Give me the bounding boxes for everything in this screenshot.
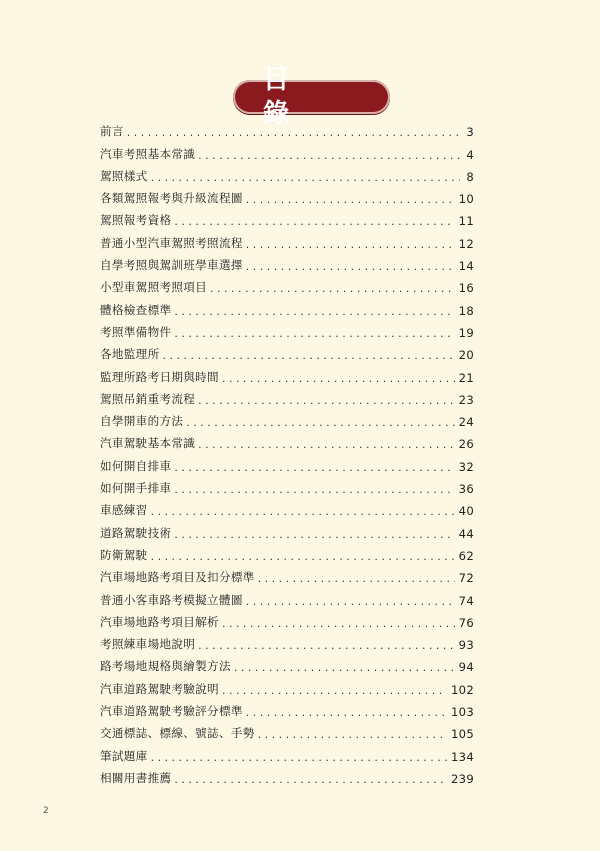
toc-entry-page: 40 bbox=[458, 504, 474, 519]
toc-entry-title: 體格檢查標準 bbox=[100, 302, 172, 317]
toc-leader-dots bbox=[174, 528, 454, 541]
toc-entry-page: 12 bbox=[458, 236, 474, 251]
toc-entry-title: 駕照樣式 bbox=[100, 168, 148, 183]
toc-entry-title: 汽車道路駕駛考驗說明 bbox=[100, 681, 219, 696]
toc-entry-title: 如何開自排車 bbox=[100, 458, 172, 473]
toc-entry-title: 汽車場地路考項目解析 bbox=[100, 614, 219, 629]
toc-leader-dots bbox=[174, 327, 454, 340]
toc-entry[interactable] bbox=[100, 251, 474, 273]
toc-entry[interactable] bbox=[100, 585, 474, 607]
toc-entry-page: 93 bbox=[458, 638, 474, 653]
toc-entry-title: 駕照報考資格 bbox=[100, 213, 172, 228]
toc-entry-title: 駕照吊銷重考流程 bbox=[100, 391, 196, 406]
toc-entry-title: 普通小客車路考模擬立體圖 bbox=[100, 592, 243, 607]
toc-entry-page: 19 bbox=[458, 325, 474, 340]
toc-entry-title: 路考場地規格與繪製方法 bbox=[100, 659, 231, 674]
toc-entry[interactable] bbox=[100, 117, 474, 139]
toc-entry-title: 汽車道路駕駛考驗評分標準 bbox=[100, 704, 243, 719]
toc-leader-dots bbox=[174, 461, 454, 474]
toc-entry-page: 102 bbox=[450, 682, 474, 697]
toc-entry[interactable] bbox=[100, 630, 474, 652]
toc-entry[interactable] bbox=[100, 764, 474, 786]
toc-leader-dots bbox=[258, 572, 455, 585]
toc-entry-title: 交通標誌、標線、號誌、手勢 bbox=[100, 726, 255, 741]
toc-leader-dots bbox=[234, 661, 455, 674]
toc-leader-dots bbox=[174, 483, 454, 496]
toc-entry-title: 道路駕駛技術 bbox=[100, 525, 172, 540]
toc-entry-title: 考照準備物件 bbox=[100, 324, 172, 339]
toc-entry-title: 汽車場地路考項目及扣分標準 bbox=[100, 570, 255, 585]
toc-entry[interactable] bbox=[100, 652, 474, 674]
toc-entry-page: 26 bbox=[458, 437, 474, 452]
toc-entry-page: 103 bbox=[450, 705, 474, 720]
toc-entry-title: 普通小型汽車駕照考照流程 bbox=[100, 235, 243, 250]
toc-entry-page: 105 bbox=[450, 727, 474, 742]
toc-entry-title: 考照練車場地說明 bbox=[100, 637, 196, 652]
toc-entry-page: 14 bbox=[458, 259, 474, 274]
toc-entry-page: 8 bbox=[466, 169, 474, 184]
toc-leader-dots bbox=[198, 639, 454, 652]
toc-leader-dots bbox=[222, 617, 455, 630]
toc-title-badge bbox=[233, 65, 390, 129]
toc-leader-dots bbox=[258, 728, 447, 741]
toc-leader-dots bbox=[174, 305, 454, 318]
toc-entry-page: 21 bbox=[458, 370, 474, 385]
toc-entry[interactable] bbox=[100, 697, 474, 719]
toc-entry-title: 各類駕照報考與升級流程圖 bbox=[100, 191, 243, 206]
toc-entry-page: 23 bbox=[458, 392, 474, 407]
toc-entry-page: 3 bbox=[466, 125, 474, 140]
toc-entry[interactable] bbox=[100, 608, 474, 630]
toc-entry-title: 防衛駕駛 bbox=[100, 547, 148, 562]
toc-entry[interactable] bbox=[100, 139, 474, 161]
toc-entry[interactable] bbox=[100, 741, 474, 763]
toc-entry-title: 相關用書推薦 bbox=[100, 770, 172, 785]
toc-leader-dots bbox=[174, 773, 447, 786]
toc-leader-dots bbox=[222, 684, 447, 697]
toc-entry[interactable] bbox=[100, 719, 474, 741]
toc-leader-dots bbox=[246, 193, 455, 206]
toc-entry-page: 74 bbox=[458, 593, 474, 608]
toc-entry-title: 車感練習 bbox=[100, 503, 148, 518]
toc-entry[interactable] bbox=[100, 206, 474, 228]
toc-entry[interactable] bbox=[100, 674, 474, 696]
toc-leader-dots bbox=[198, 394, 454, 407]
toc-entry[interactable] bbox=[100, 407, 474, 429]
toc-entry[interactable] bbox=[100, 518, 474, 540]
toc-leader-dots bbox=[222, 372, 455, 385]
toc-leader-dots bbox=[198, 438, 454, 451]
toc-entry[interactable] bbox=[100, 474, 474, 496]
toc-entry[interactable] bbox=[100, 273, 474, 295]
page-title: 目 錄 bbox=[263, 65, 320, 129]
toc-entry-page: 36 bbox=[458, 482, 474, 497]
toc-entry-page: 20 bbox=[458, 348, 474, 363]
toc-entry[interactable] bbox=[100, 162, 474, 184]
toc-entry-page: 76 bbox=[458, 615, 474, 630]
toc-leader-dots bbox=[151, 171, 460, 184]
toc-entry-page: 134 bbox=[450, 749, 474, 764]
toc-entry-title: 小型車駕照考照項目 bbox=[100, 280, 208, 295]
toc-leader-dots bbox=[210, 282, 455, 295]
page-number: 2 bbox=[43, 806, 49, 816]
toc-leader-dots bbox=[246, 238, 455, 251]
toc-entry[interactable] bbox=[100, 385, 474, 407]
toc-leader-dots bbox=[151, 550, 455, 563]
toc-entry-page: 11 bbox=[458, 214, 474, 229]
toc-entry[interactable] bbox=[100, 340, 474, 362]
toc-leader-dots bbox=[198, 149, 460, 162]
toc-leader-dots bbox=[151, 751, 447, 764]
toc-entry-page: 16 bbox=[458, 281, 474, 296]
toc-entry[interactable] bbox=[100, 541, 474, 563]
toc-entry-page: 94 bbox=[458, 660, 474, 675]
toc-leader-dots bbox=[151, 505, 455, 518]
toc-entry[interactable] bbox=[100, 496, 474, 518]
toc-leader-dots bbox=[127, 126, 460, 139]
toc-leader-dots bbox=[174, 215, 454, 228]
toc-entry-title: 筆試題庫 bbox=[100, 748, 148, 763]
toc-entry[interactable] bbox=[100, 228, 474, 250]
toc-entry-title: 自學開車的方法 bbox=[100, 414, 184, 429]
toc-entry-page: 239 bbox=[450, 771, 474, 786]
toc-entry[interactable] bbox=[100, 451, 474, 473]
toc-leader-dots bbox=[162, 349, 454, 362]
toc-entry[interactable] bbox=[100, 295, 474, 317]
toc-entry[interactable] bbox=[100, 429, 474, 451]
toc-entry[interactable] bbox=[100, 362, 474, 384]
toc-entry[interactable] bbox=[100, 184, 474, 206]
toc-entry-title: 汽車考照基本常識 bbox=[100, 146, 196, 161]
toc-entry-page: 44 bbox=[458, 526, 474, 541]
toc-entry-page: 10 bbox=[458, 192, 474, 207]
toc-entry-title: 自學考照與駕訓班學車選擇 bbox=[100, 258, 243, 273]
toc-entry-title: 監理所路考日期與時間 bbox=[100, 369, 219, 384]
toc-entry-page: 32 bbox=[458, 459, 474, 474]
toc-leader-dots bbox=[186, 416, 454, 429]
toc-entry-page: 62 bbox=[458, 548, 474, 563]
toc-entry-page: 18 bbox=[458, 303, 474, 318]
toc-entry-title: 前言 bbox=[100, 124, 124, 139]
toc-entry[interactable] bbox=[100, 563, 474, 585]
toc-entry-title: 如何開手排車 bbox=[100, 481, 172, 496]
table-of-contents bbox=[100, 117, 474, 786]
toc-entry-page: 72 bbox=[458, 571, 474, 586]
toc-entry-page: 4 bbox=[466, 147, 474, 162]
toc-entry-title: 汽車駕駛基本常識 bbox=[100, 436, 196, 451]
toc-leader-dots bbox=[246, 595, 455, 608]
toc-leader-dots bbox=[246, 260, 455, 273]
toc-entry-page: 24 bbox=[458, 415, 474, 430]
toc-entry-title: 各地監理所 bbox=[100, 347, 160, 362]
toc-entry[interactable] bbox=[100, 318, 474, 340]
toc-leader-dots bbox=[246, 706, 447, 719]
